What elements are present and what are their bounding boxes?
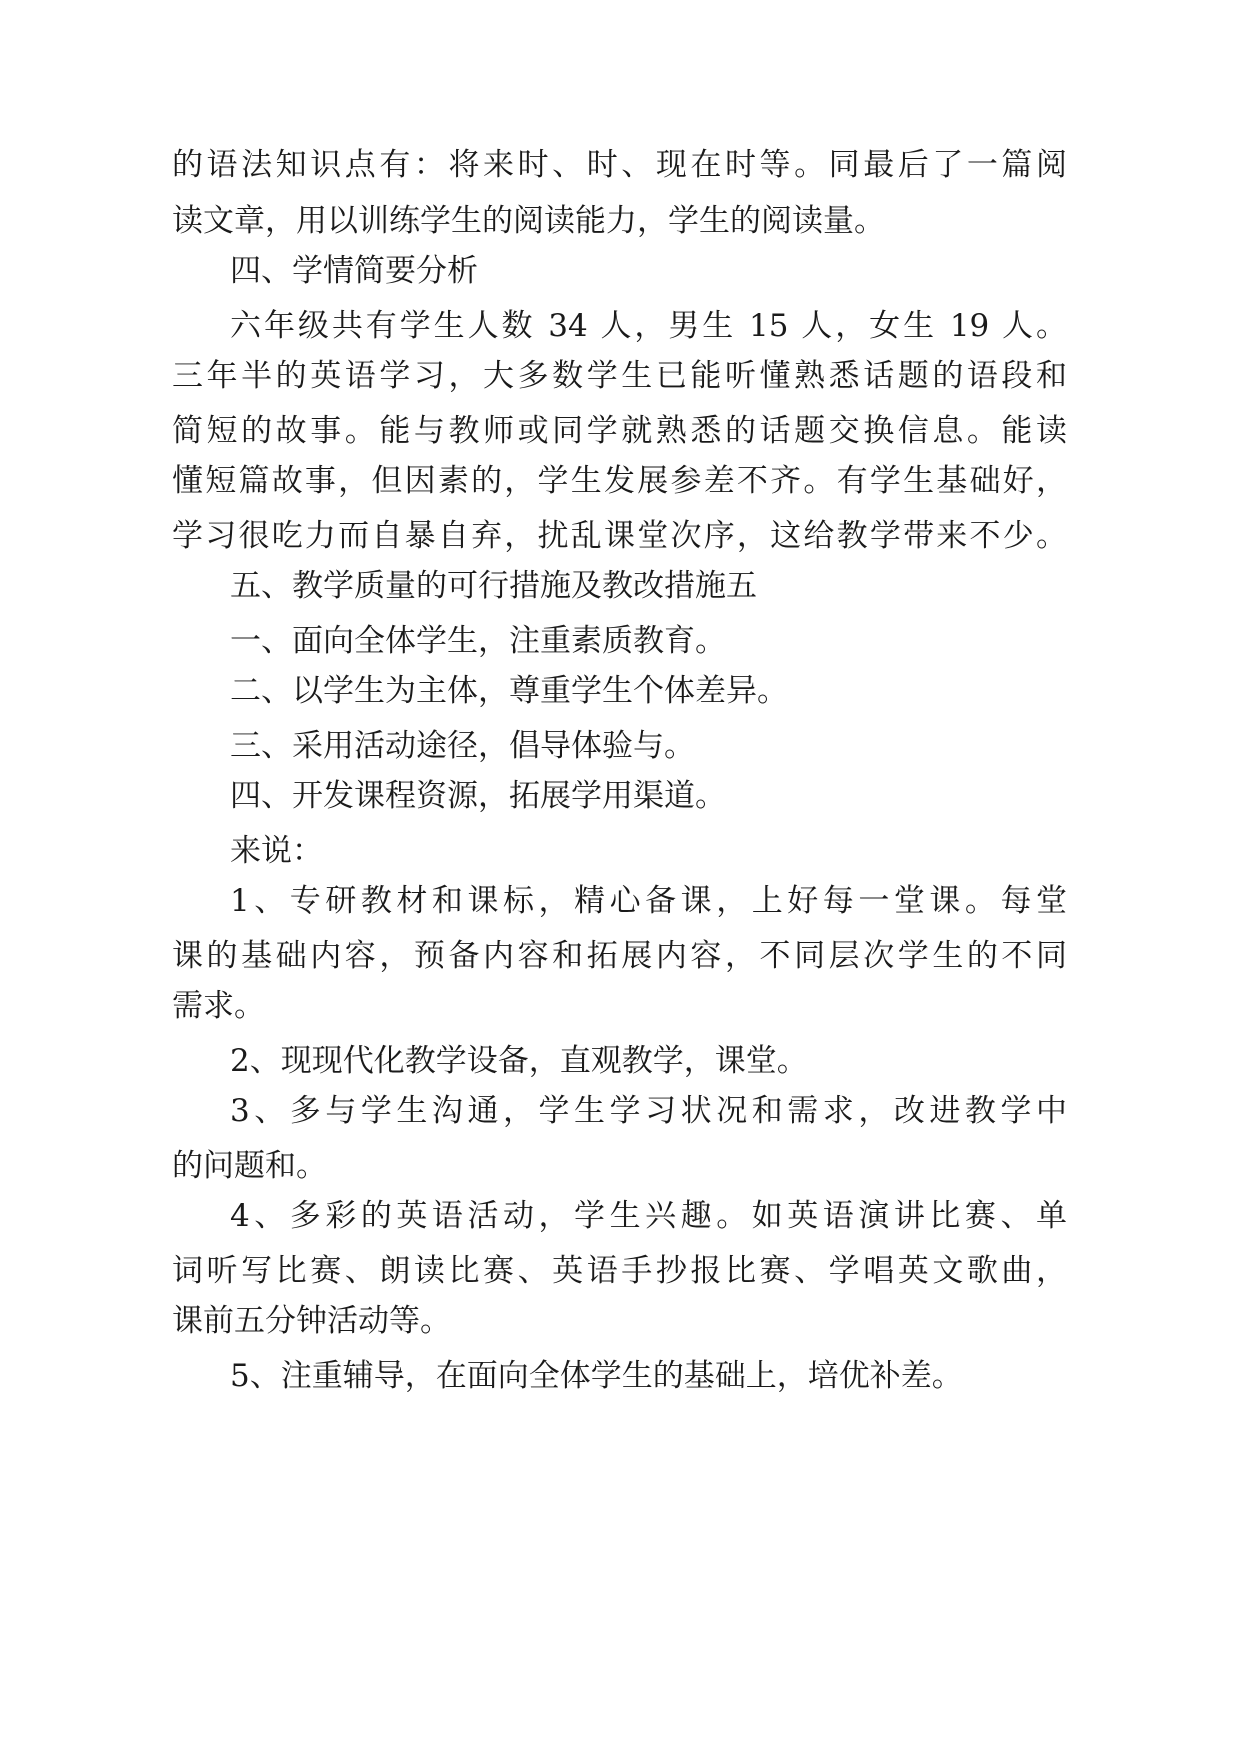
numbered-item-1: 1、专研教材和课标，精心备课，上好每一堂课。每堂	[230, 883, 1067, 919]
text-line-8: 学习很吃力而自暴自弃，扰乱课堂次序，这给教学带来不少。	[172, 518, 1067, 554]
text-line-23: 课前五分钟活动等。	[172, 1303, 451, 1339]
text-line-5: 三年半的英语学习，大多数学生已能听懂熟悉话题的语段和	[172, 358, 1067, 394]
text-line-22: 词听写比赛、朗读比赛、英语手抄报比赛、学唱英文歌曲，	[172, 1253, 1067, 1289]
text-line-14: 来说：	[230, 833, 323, 869]
text-line-7: 懂短篇故事，但因素的，学生发展参差不齐。有学生基础好，	[172, 463, 1067, 499]
numbered-item-2: 2、现现代化教学设备，直观教学，课堂。	[230, 1043, 808, 1079]
text-line-16: 课的基础内容，预备内容和拓展内容，不同层次学生的不同	[172, 938, 1067, 974]
numbered-item-3: 3、多与学生沟通，学生学习状况和需求，改进教学中	[230, 1093, 1067, 1129]
numbered-item-4: 4、多彩的英语活动，学生兴趣。如英语演讲比赛、单	[230, 1198, 1067, 1234]
list-item-3: 三、采用活动途径，倡导体验与。	[230, 728, 695, 764]
list-item-4: 四、开发课程资源，拓展学用渠道。	[230, 778, 726, 814]
section-heading-5: 五、教学质量的可行措施及教改措施五	[230, 568, 757, 604]
list-item-2: 二、以学生为主体，尊重学生个体差异。	[230, 673, 788, 709]
text-line-2: 读文章，用以训练学生的阅读能力，学生的阅读量。	[172, 203, 885, 239]
numbered-item-5: 5、注重辅导，在面向全体学生的基础上，培优补差。	[230, 1358, 963, 1394]
text-line-17: 需求。	[172, 988, 265, 1024]
section-heading-4: 四、学情简要分析	[230, 253, 478, 289]
text-line-1: 的语法知识点有：将来时、时、现在时等。同最后了一篇阅	[172, 147, 1067, 183]
text-line-6: 简短的故事。能与教师或同学就熟悉的话题交换信息。能读	[172, 413, 1067, 449]
text-line-20: 的问题和。	[172, 1148, 327, 1184]
text-line-4: 六年级共有学生人数 34 人，男生 15 人，女生 19 人。	[230, 308, 1067, 344]
list-item-1: 一、面向全体学生，注重素质教育。	[230, 623, 726, 659]
